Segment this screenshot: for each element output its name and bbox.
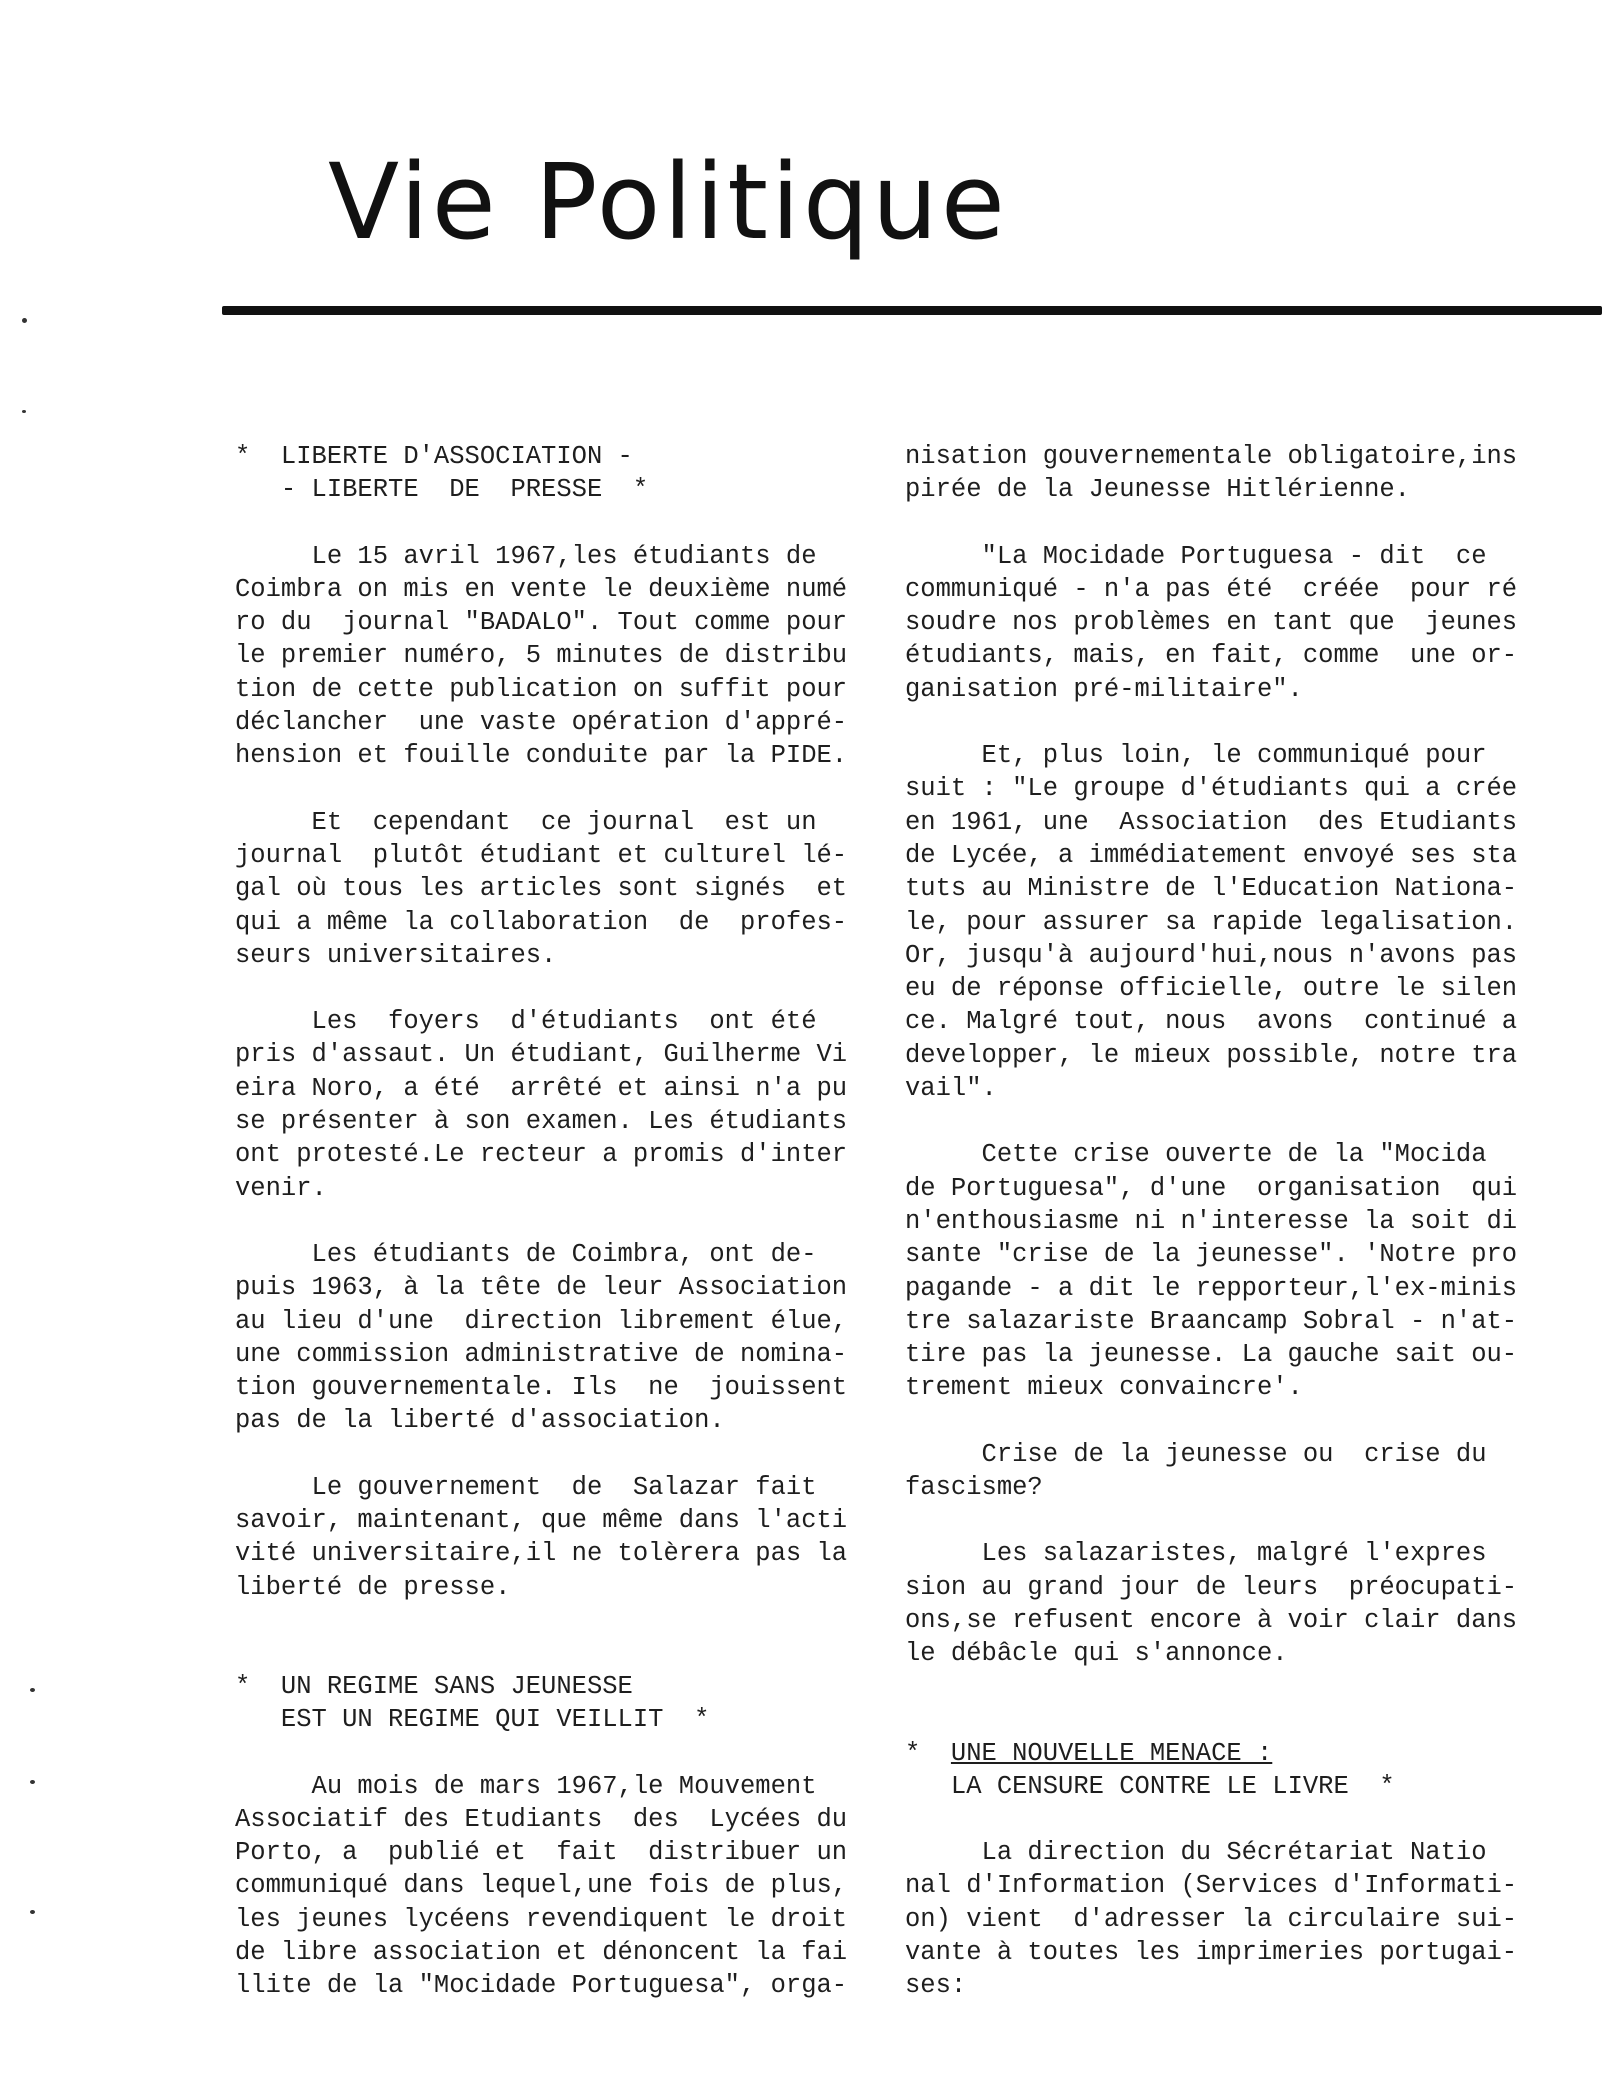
- left-column: [235, 440, 865, 2003]
- scan-mark: [30, 1780, 35, 1784]
- paragraph: [905, 440, 1545, 507]
- text-line: pirée de la Jeunesse Hitlérienne.: [905, 475, 1410, 505]
- text-line: venir.: [235, 1173, 327, 1203]
- text-line: sion au grand jour de leurs préocupati-: [905, 1572, 1518, 1602]
- text-line: qui a même la collaboration de profes-: [235, 907, 848, 937]
- paragraph: [905, 1138, 1545, 1404]
- text-line: pas de la liberté d'association.: [235, 1406, 725, 1436]
- text-line: eira Noro, a été arrêté et ainsi n'a pu: [235, 1073, 848, 1103]
- text-line: n'enthousiasme ni n'interesse la soit di: [905, 1206, 1518, 1236]
- paragraph: [235, 1770, 865, 2003]
- text-line: developper, le mieux possible, notre tra: [905, 1040, 1518, 1070]
- text-line: au lieu d'une direction librement élue,: [235, 1306, 848, 1336]
- paragraph: [905, 739, 1545, 1105]
- text-line: hension et fouille conduite par la PIDE.: [235, 741, 848, 771]
- text-line: se présenter à son examen. Les étudiants: [235, 1107, 848, 1137]
- text-line: journal plutôt étudiant et culturel lé-: [235, 840, 848, 870]
- text-line: eu de réponse officielle, outre le silen: [905, 974, 1518, 1004]
- paragraph: [905, 1438, 1545, 1505]
- section-heading: - LIBERTE DE PRESSE *: [235, 475, 649, 505]
- text-line: Et, plus loin, le communiqué pour: [905, 741, 1487, 771]
- text-line: fascisme?: [905, 1473, 1043, 1503]
- heading-underlined: UNE NOUVELLE MENACE :: [950, 1738, 1273, 1768]
- text-line: communiqué dans lequel,une fois de plus,: [235, 1871, 848, 1901]
- paragraph: [905, 1537, 1545, 1670]
- section-heading: EST UN REGIME QUI VEILLIT *: [235, 1705, 710, 1735]
- text-line: savoir, maintenant, que même dans l'acti: [235, 1506, 848, 1536]
- text-line: Coimbra on mis en vente le deuxième numé: [235, 574, 848, 604]
- text-line: Le gouvernement de Salazar fait: [235, 1472, 817, 1502]
- text-line: de Portuguesa", d'une organisation qui: [905, 1173, 1518, 1203]
- text-line: tre salazariste Braancamp Sobral - n'at-: [905, 1306, 1518, 1336]
- text-line: Or, jusqu'à aujourd'hui,nous n'avons pas: [905, 940, 1518, 970]
- text-line: Au mois de mars 1967,le Mouvement: [235, 1771, 817, 1801]
- text-line: soudre nos problèmes en tant que jeunes: [905, 608, 1518, 638]
- heading-star: *: [1348, 1771, 1395, 1801]
- heading-text: LA CENSURE CONTRE LE LIVRE: [950, 1771, 1349, 1801]
- scan-mark: [22, 318, 27, 323]
- text-line: tire pas la jeunesse. La gauche sait ou-: [905, 1340, 1518, 1370]
- text-line: en 1961, une Association des Etudiants: [905, 807, 1518, 837]
- scan-mark: [30, 1910, 35, 1914]
- text-line: suit : "Le groupe d'étudiants qui a crée: [905, 774, 1518, 804]
- section-heading: [905, 1770, 1545, 1803]
- text-line: nisation gouvernementale obligatoire,ins: [905, 442, 1518, 471]
- text-line: ganisation pré-militaire".: [905, 674, 1303, 704]
- paragraph: [235, 806, 865, 972]
- text-line: gal où tous les articles sont signés et: [235, 874, 848, 904]
- text-line: ce. Malgré tout, nous avons continué a: [905, 1007, 1518, 1037]
- text-line: vante à toutes les imprimeries portugai-: [905, 1937, 1518, 1967]
- text-line: pagande - a dit le repporteur,l'ex-minis: [905, 1273, 1518, 1303]
- text-line: pris d'assaut. Un étudiant, Guilherme Vi: [235, 1040, 848, 1070]
- heading-star: *: [905, 1738, 951, 1768]
- text-line: liberté de presse.: [235, 1572, 511, 1602]
- text-line: tion de cette publication on suffit pour: [235, 674, 848, 704]
- text-line: Crise de la jeunesse ou crise du: [905, 1439, 1487, 1469]
- text-line: Cette crise ouverte de la "Mocida: [905, 1140, 1487, 1170]
- text-line: ons,se refusent encore à voir clair dans: [905, 1605, 1518, 1635]
- text-line: llite de la "Mocidade Portuguesa", orga-: [235, 1971, 848, 2001]
- text-line: Associatif des Etudiants des Lycées du: [235, 1804, 848, 1834]
- text-line: tuts au Ministre de l'Education Nationa-: [905, 874, 1518, 904]
- section-heading: * UN REGIME SANS JEUNESSE: [235, 1671, 633, 1701]
- section-heading: [905, 1737, 1545, 1770]
- text-line: vail".: [905, 1074, 997, 1104]
- paragraph: [905, 1836, 1545, 2002]
- paragraph: [235, 1471, 865, 1604]
- page-title: Vie Politique: [328, 141, 1008, 263]
- text-line: La direction du Sécrétariat Natio: [905, 1838, 1487, 1868]
- paragraph: [235, 1005, 865, 1205]
- text-line: communiqué - n'a pas été créée pour ré: [905, 574, 1518, 604]
- text-line: "La Mocidade Portuguesa - dit ce: [905, 541, 1487, 571]
- text-line: Les salazaristes, malgré l'expres: [905, 1539, 1487, 1569]
- text-line: le premier numéro, 5 minutes de distribu: [235, 641, 848, 671]
- text-line: puis 1963, à la tête de leur Association: [235, 1273, 848, 1303]
- paragraph: [235, 1238, 865, 1438]
- section-heading: * LIBERTE D'ASSOCIATION -: [235, 442, 633, 471]
- text-line: étudiants, mais, en fait, comme une or-: [905, 641, 1518, 671]
- text-line: on) vient d'adresser la circulaire sui-: [905, 1904, 1518, 1934]
- title-rule: [222, 306, 1602, 315]
- text-line: Porto, a publié et fait distribuer un: [235, 1838, 848, 1868]
- text-line: les jeunes lycéens revendiquent le droit: [235, 1904, 848, 1934]
- text-line: tion gouvernementale. Ils ne jouissent: [235, 1373, 848, 1403]
- text-line: le, pour assurer sa rapide legalisation.: [905, 907, 1518, 937]
- scan-mark: [30, 1688, 35, 1692]
- right-column: [905, 440, 1545, 2003]
- text-line: seurs universitaires.: [235, 940, 557, 970]
- text-line: de libre association et dénoncent la fai: [235, 1937, 848, 1967]
- text-line: trement mieux convaincre'.: [905, 1373, 1303, 1403]
- text-line: sante "crise de la jeunesse". 'Notre pro: [905, 1240, 1518, 1270]
- paragraph: [235, 540, 865, 773]
- text-line: Les foyers d'étudiants ont été: [235, 1007, 817, 1037]
- text-line: ses:: [905, 1971, 967, 2001]
- text-line: de Lycée, a immédiatement envoyé ses sta: [905, 840, 1518, 870]
- text-line: vité universitaire,il ne tolèrera pas la: [235, 1539, 848, 1569]
- text-line: Le 15 avril 1967,les étudiants de: [235, 541, 817, 571]
- text-line: le débâcle qui s'annonce.: [905, 1639, 1288, 1669]
- text-line: Et cependant ce journal est un: [235, 807, 817, 837]
- text-line: nal d'Information (Services d'Informati-: [905, 1871, 1518, 1901]
- text-line: ro du journal "BADALO". Tout comme pour: [235, 608, 848, 638]
- scan-mark: [22, 410, 26, 413]
- paragraph: [905, 540, 1545, 706]
- text-line: Les étudiants de Coimbra, ont de-: [235, 1239, 817, 1269]
- text-line: déclancher une vaste opération d'appré-: [235, 708, 848, 738]
- text-line: une commission administrative de nomina-: [235, 1339, 848, 1369]
- text-line: ont protesté.Le recteur a promis d'inter: [235, 1140, 848, 1170]
